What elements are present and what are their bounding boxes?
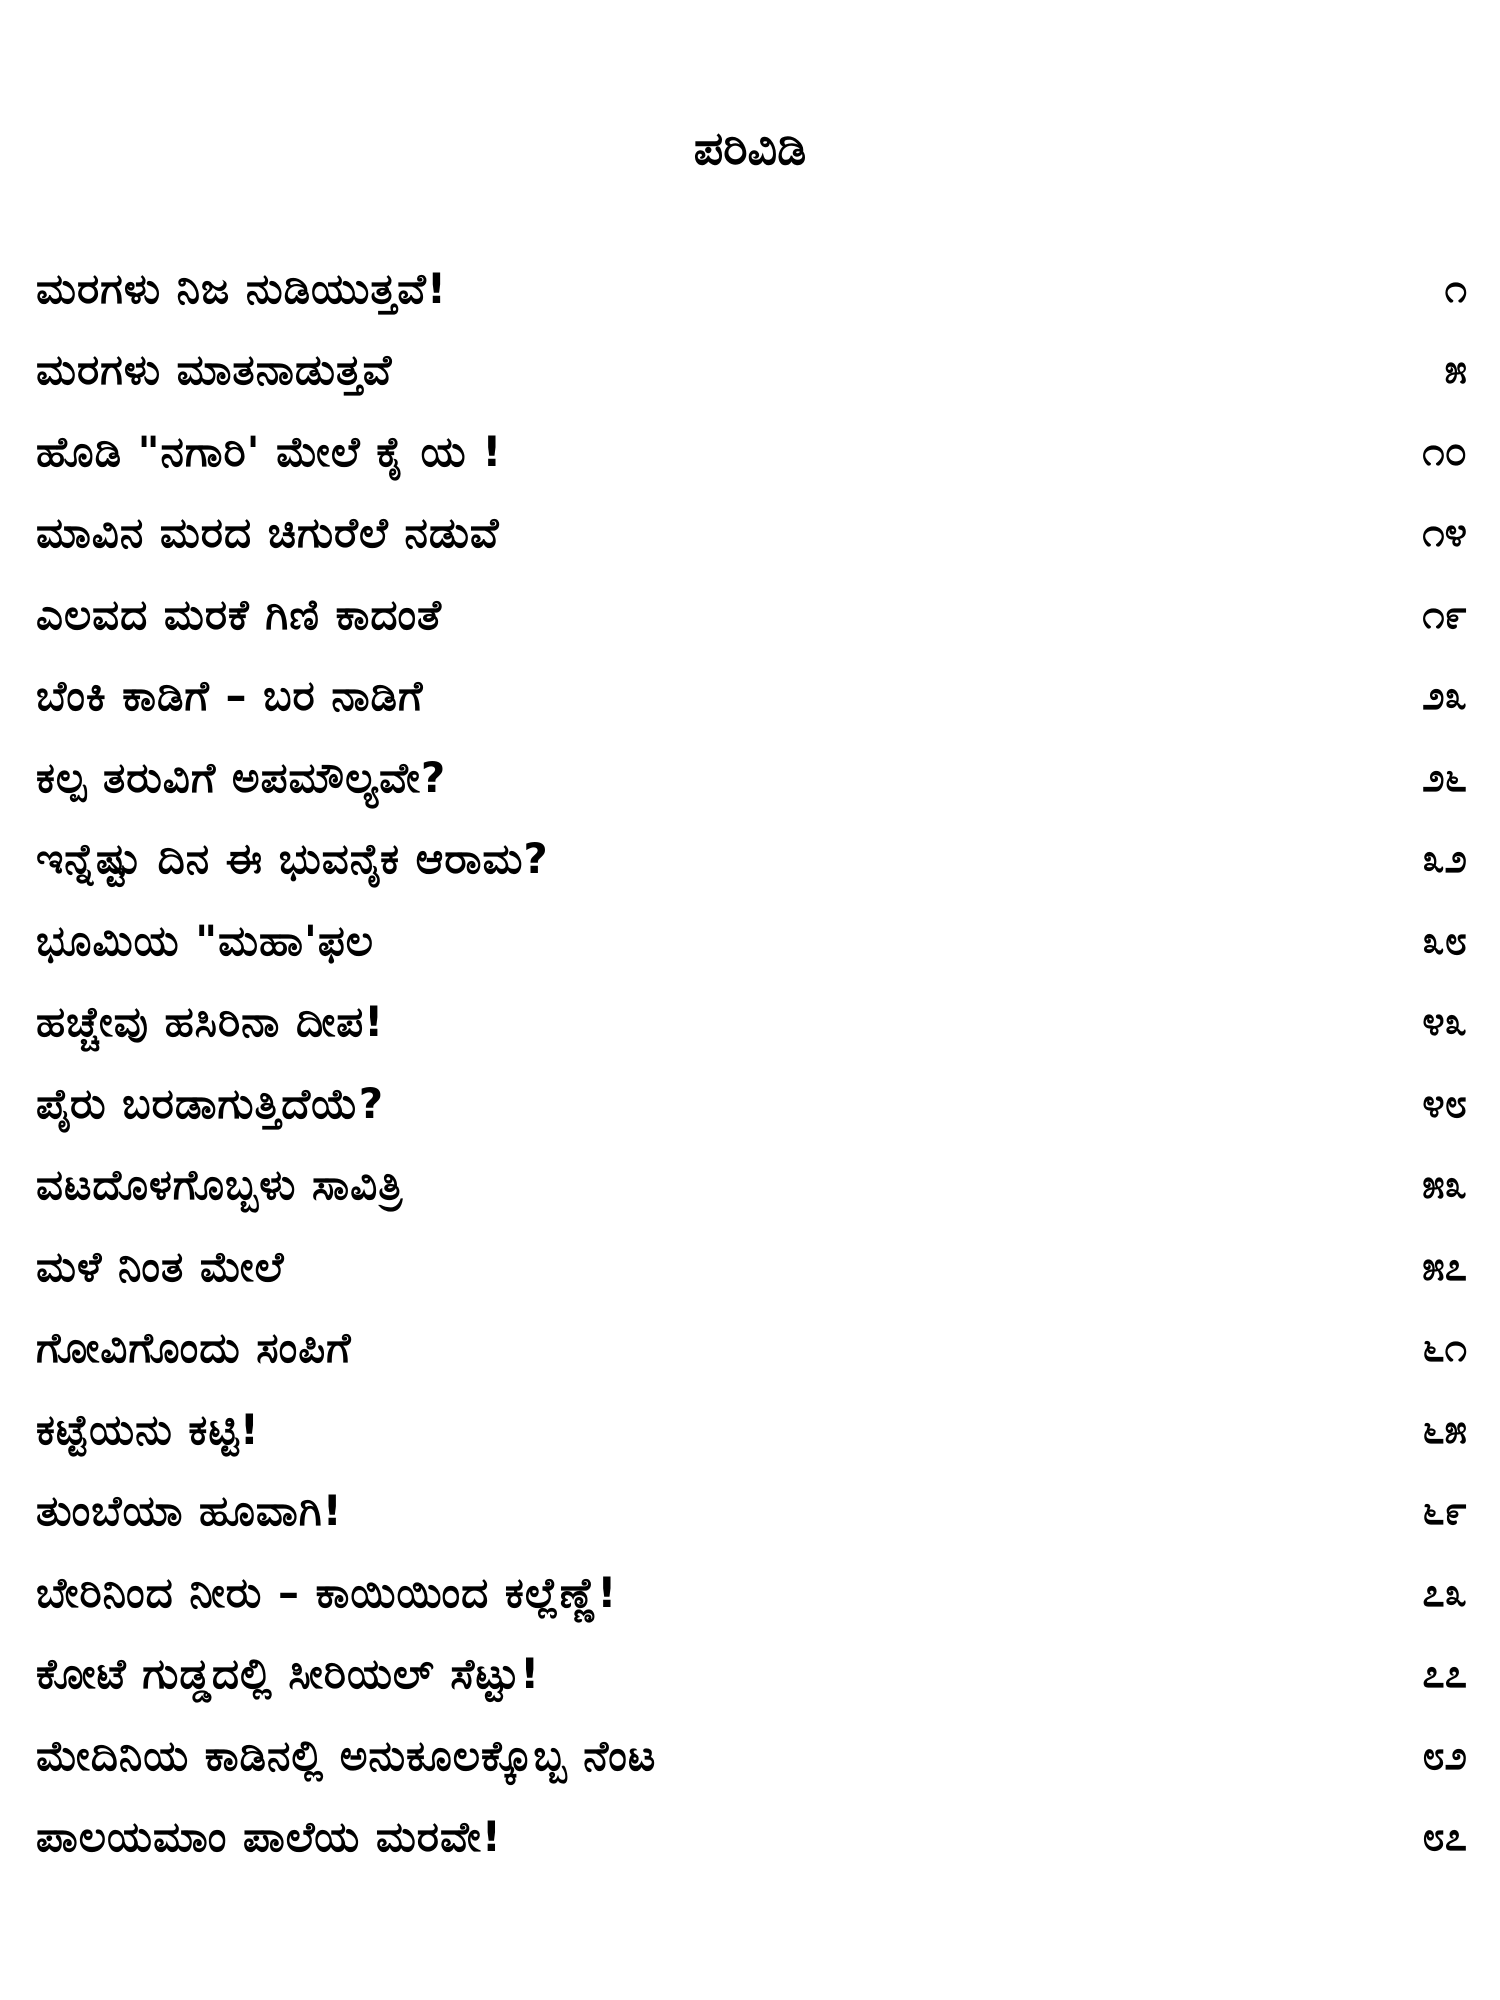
toc-entry: [36, 574, 1471, 656]
toc-entry-page: ೬೫: [1422, 1406, 1467, 1453]
toc-entry-page: ೭೭: [1422, 1651, 1467, 1698]
toc-entry-page: ೨೬: [1422, 754, 1467, 801]
toc-entry: [36, 656, 1471, 738]
toc-entry: [36, 1471, 1471, 1553]
toc-entry: [36, 1063, 1471, 1145]
toc-entry-title: ಎಲವದ ಮರಕೆ ಗಿಣಿ ಕಾದಂತೆ: [36, 589, 442, 639]
toc-entry: [36, 248, 1471, 330]
toc-entry-title: ಕಟ್ಟೆಯನು ಕಟ್ಟಿ!: [36, 1404, 260, 1454]
toc-entry-page: ೮೨: [1422, 1732, 1467, 1779]
toc-entry: [36, 1389, 1471, 1471]
toc-entry-title: ಕಲ್ಪ ತರುವಿಗೆ ಅಪಮೌಲ್ಯವೇ?: [36, 752, 447, 802]
toc-entry-page: ೩೮: [1422, 917, 1467, 964]
toc-entry: [36, 819, 1471, 901]
toc-entry-page: ೮೭: [1422, 1814, 1467, 1861]
toc-entry-page: ೧: [1444, 265, 1467, 312]
toc-entry-title: ಬೆಂಕಿ ಕಾಡಿಗೆ – ಬರ ನಾಡಿಗೆ: [36, 671, 424, 721]
toc-entry-title: ಹಚ್ಚೇವು ಹಸಿರಿನಾ ದೀಪ!: [36, 997, 385, 1047]
toc-entry-page: ೫೩: [1422, 1162, 1467, 1209]
toc-entry-title: ಮಾವಿನ ಮರದ ಚಿಗುರೆಲೆ ನಡುವೆ: [36, 508, 500, 558]
toc-entry-page: ೫೭: [1422, 1243, 1467, 1290]
toc-entry-page: ೪೩: [1422, 999, 1467, 1046]
toc-entry-title: ಕೋಟೆ ಗುಡ್ಡದಲ್ಲಿ ಸೀರಿಯಲ್ ಸೆಟ್ಟು!: [36, 1649, 541, 1699]
toc-entry: [36, 1797, 1471, 1879]
toc-entry-title: ಪಾಲಯಮಾಂ ಪಾಲೆಯ ಮರವೇ!: [36, 1812, 502, 1862]
toc-entry-page: ೨೩: [1422, 673, 1467, 720]
toc-entry-title: ಪೈರು ಬರಡಾಗುತ್ತಿದೆಯೆ?: [36, 1078, 385, 1128]
page-title: ಪರಿವಿಡಿ: [693, 121, 807, 175]
table-of-contents: [36, 248, 1471, 1878]
toc-entry-page: ೬೯: [1422, 1488, 1467, 1535]
toc-entry-page: ೪೮: [1422, 1080, 1467, 1127]
toc-entry-title: ಬೇರಿನಿಂದ ನೀರು – ಕಾಯಿಯಿಂದ ಕಲ್ಲೆಣ್ಣೆ!: [36, 1567, 618, 1617]
toc-entry: [36, 982, 1471, 1064]
toc-entry-page: ೫: [1444, 347, 1467, 394]
toc-entry-page: ೩೨: [1422, 836, 1467, 883]
toc-entry-title: ಮಳೆ ನಿಂತ ಮೇಲೆ: [36, 1241, 285, 1291]
toc-entry-title: ವಟದೊಳಗೊಬ್ಬಳು ಸಾವಿತ್ರಿ: [36, 1160, 404, 1210]
toc-entry: [36, 330, 1471, 412]
toc-entry-page: ೧೪: [1422, 510, 1467, 557]
toc-entry: [36, 411, 1471, 493]
toc-entry: [36, 1308, 1471, 1390]
toc-entry: [36, 1226, 1471, 1308]
toc-entry-page: ೭೩: [1422, 1569, 1467, 1616]
toc-entry-title: ಭೂಮಿಯ "ಮಹಾ'ಫಲ: [36, 915, 374, 965]
toc-entry-title: ಮರಗಳು ನಿಜ ನುಡಿಯುತ್ತವೆ!: [36, 263, 447, 313]
toc-entry: [36, 493, 1471, 575]
toc-entry-page: ೧೯: [1422, 591, 1467, 638]
toc-entry: [36, 1145, 1471, 1227]
toc-entry-title: ಮರಗಳು ಮಾತನಾಡುತ್ತವೆ: [36, 345, 393, 395]
toc-entry: [36, 1634, 1471, 1716]
toc-entry: [36, 1715, 1471, 1797]
toc-entry: [36, 1552, 1471, 1634]
toc-entry-title: ಇನ್ನೆಷ್ಟು ದಿನ ಈ ಭುವನೈಕ ಆರಾಮ?: [36, 834, 549, 884]
toc-entry-title: ಹೊಡಿ "ನಗಾರಿ' ಮೇಲೆ ಕೈ ಯ !: [36, 426, 503, 476]
toc-entry: [36, 900, 1471, 982]
toc-entry-title: ಗೋವಿಗೊಂದು ಸಂಪಿಗೆ: [36, 1323, 352, 1373]
toc-entry-title: ಮೇದಿನಿಯ ಕಾಡಿನಲ್ಲಿ ಅನುಕೂಲಕ್ಕೊಬ್ಬ ನೆಂಟ: [36, 1730, 657, 1780]
toc-entry-title: ತುಂಬೆಯಾ ಹೂವಾಗಿ!: [36, 1486, 343, 1536]
toc-entry-page: ೧೦: [1422, 428, 1467, 475]
toc-entry-page: ೬೧: [1422, 1325, 1467, 1372]
toc-entry: [36, 737, 1471, 819]
